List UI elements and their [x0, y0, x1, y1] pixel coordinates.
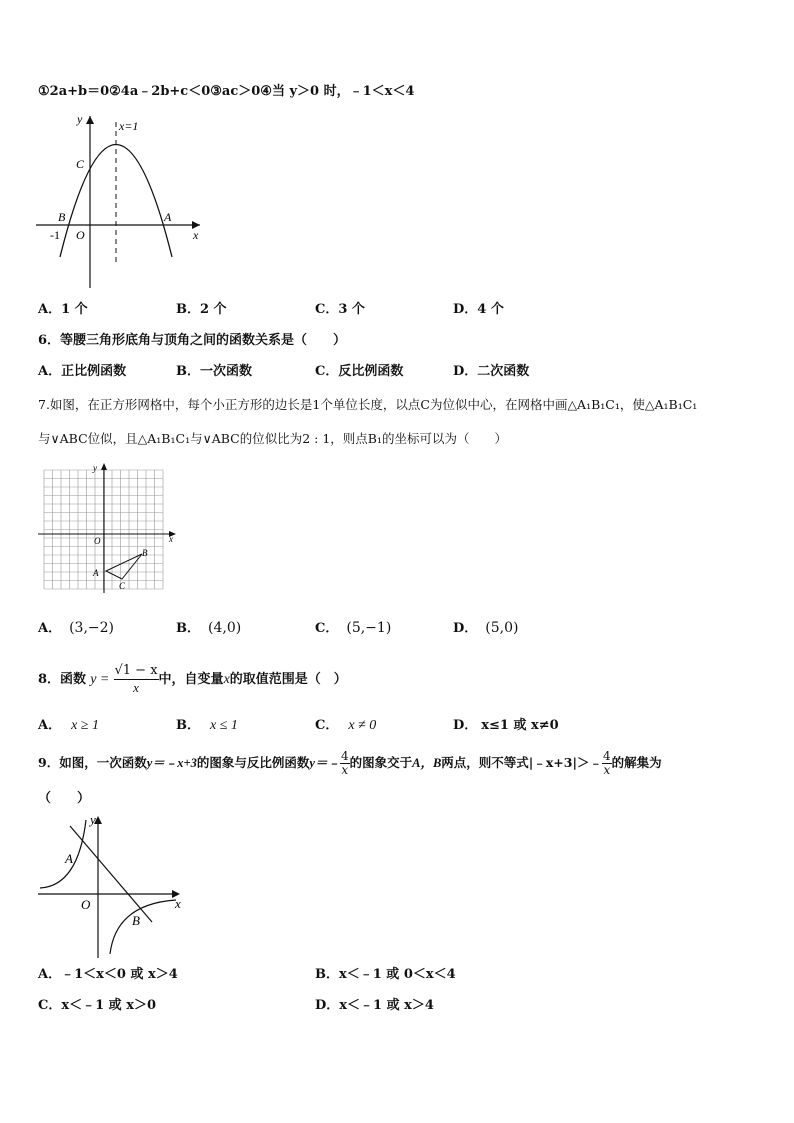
q8-stem-end: 的取值范围是（ ）	[229, 672, 347, 687]
q6-stem: 6．等腰三角形底角与顶角之间的函数关系是（ ）	[38, 333, 347, 348]
q7-stem-line2: 与∨ABC位似，且△A₁B₁C₁与∨ABC的位似比为2 : 1，则点B₁的坐标可以为（ ）	[38, 431, 508, 446]
q8-y-eq: y =	[90, 672, 110, 687]
q8-var: x	[223, 672, 230, 687]
q8-option-b[interactable]	[176, 717, 238, 735]
q7-option-a-value: (3,−2)	[69, 620, 115, 636]
q5-parabola-graph	[34, 112, 214, 292]
q5-origin: O	[76, 228, 85, 242]
q9-stem-g: 两点，则不等式|﹣x+3|＞﹣	[441, 755, 603, 770]
q7-option-c-value: (5,−1)	[346, 620, 392, 636]
q8-stem	[38, 660, 347, 700]
q9-stem-f: A，B	[412, 756, 442, 770]
q5-point-c: C	[76, 157, 85, 171]
q9-origin: O	[81, 897, 91, 912]
q7-axis-y-label: y	[93, 463, 97, 473]
q9-fraction-1	[340, 750, 350, 777]
q9-fraction-1-num: 4	[340, 749, 349, 763]
q7-origin: O	[94, 536, 101, 546]
q9-fraction-2	[602, 750, 612, 777]
q7-point-a: A	[93, 568, 99, 578]
q8-stem-pre: 8．函数	[38, 672, 87, 687]
q8-option-a-value: x ≥ 1	[71, 718, 99, 733]
q9-fraction-2-den: x	[603, 763, 611, 777]
q7-option-b[interactable]	[176, 619, 241, 638]
q9-fraction-2-num: 4	[603, 749, 611, 763]
q8-option-a[interactable]	[38, 717, 99, 735]
q9-stem-h: 的解集为	[611, 755, 662, 770]
q9-point-b: B	[132, 913, 140, 928]
q5-stem: ①2a+b＝0②4a﹣2b+c＜0③ac＞0④当 y＞0 时，﹣1＜x＜4	[38, 84, 415, 99]
q9-option-c[interactable]: C．x＜﹣1 或 x＞0	[38, 998, 156, 1013]
q9-option-d[interactable]: D．x＜﹣1 或 x＞4	[315, 998, 434, 1013]
q5-option-b[interactable]: B．2 个	[176, 302, 227, 317]
q8-option-b-value: x ≤ 1	[210, 718, 238, 733]
q8-option-d[interactable]	[453, 717, 559, 735]
q7-option-c[interactable]	[315, 619, 391, 638]
q5-line-label: x=1	[119, 119, 139, 133]
q9-option-a[interactable]: A．﹣1＜x＜0 或 x＞4	[38, 967, 178, 982]
q9-paren: （ ）	[38, 791, 91, 806]
q6-option-a[interactable]: A．正比例函数	[38, 364, 127, 379]
q8-numerator: √1 − x	[114, 663, 158, 678]
q9-option-b[interactable]: B．x＜﹣1 或 0＜x＜4	[315, 967, 456, 982]
q8-option-b-letter: B．	[176, 718, 200, 733]
q7-option-d-value: (5,0)	[485, 620, 519, 636]
q6-option-b[interactable]: B．一次函数	[176, 364, 252, 379]
q9-fraction-1-den: x	[341, 763, 349, 777]
q9-stem-a: 9．如图，一次函数	[38, 755, 147, 770]
q6-option-c[interactable]: C．反比例函数	[315, 364, 404, 379]
q7-option-a[interactable]	[38, 619, 114, 638]
q8-option-c[interactable]	[315, 717, 376, 735]
q7-stem-line1: 7.如图，在正方形网格中，每个小正方形的边长是1个单位长度，以点C为位似中心，在网格中画△A₁B₁C₁，使△A₁B₁C₁	[38, 397, 698, 412]
q9-stem	[38, 746, 662, 786]
q7-option-c-letter: C．	[315, 621, 339, 636]
q8-stem-post: 中，自变量	[158, 672, 224, 687]
q5-neg1: -1	[50, 228, 60, 242]
q5-option-c[interactable]: C．3 个	[315, 302, 365, 317]
q5-point-a: A	[164, 210, 172, 224]
q7-point-b: B	[142, 548, 148, 558]
q9-stem-c: 的图象与反比例函数	[196, 755, 310, 770]
q7-option-d-letter: D．	[453, 621, 478, 636]
q9-axis-x-label: x	[175, 896, 181, 911]
q5-point-b: B	[58, 210, 66, 224]
q7-option-a-letter: A．	[38, 621, 62, 636]
q9-graph	[34, 812, 190, 964]
q5-option-a[interactable]: A．1 个	[38, 302, 88, 317]
q5-axis-x-label: x	[193, 228, 199, 242]
q5-option-d[interactable]: D．4 个	[453, 302, 504, 317]
q8-option-a-letter: A．	[38, 718, 62, 733]
q6-option-d[interactable]: D．二次函数	[453, 364, 530, 379]
q7-option-b-letter: B．	[176, 621, 200, 636]
q9-axis-y-label: y	[90, 812, 96, 827]
q7-option-d[interactable]	[453, 619, 518, 638]
q7-grid-graph	[36, 462, 178, 596]
q7-option-b-value: (4,0)	[208, 620, 242, 636]
q8-denominator: x	[133, 680, 139, 695]
q9-point-a: A	[65, 851, 73, 866]
q8-option-c-value: x ≠ 0	[348, 718, 377, 733]
q5-axis-y-label: y	[77, 112, 83, 126]
q7-axis-x-label: x	[169, 534, 173, 544]
q8-option-d-letter: D．	[453, 718, 478, 733]
q8-option-d-value: x≤1 或 x≠0	[481, 718, 559, 733]
q7-point-c: C	[119, 581, 126, 591]
q8-option-c-letter: C．	[315, 718, 339, 733]
q9-stem-b: y＝﹣x+3	[146, 756, 197, 770]
q9-stem-e: 的图象交于	[349, 755, 413, 770]
q9-stem-d: y＝﹣	[309, 756, 340, 770]
q8-fraction	[114, 663, 159, 696]
